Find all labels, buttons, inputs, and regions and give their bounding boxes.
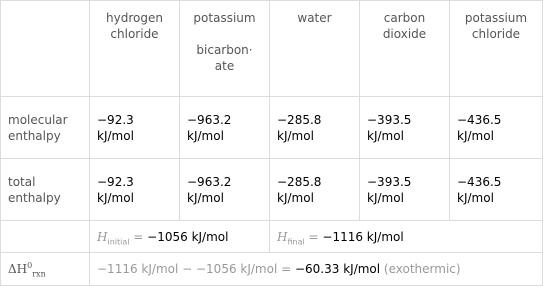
header-water: [270, 1, 360, 97]
value-cell: −92.3 kJ/mol: [90, 97, 180, 159]
value-cell: −436.5 kJ/mol: [450, 159, 543, 221]
delta-h-symbol: ΔH: [8, 262, 28, 276]
row-label-text: enthalpy: [8, 190, 61, 205]
header-row: [1, 1, 543, 97]
final-enthalpy-cell: [270, 221, 543, 253]
final-value: −1116 kJ/mol: [322, 229, 404, 244]
delta-h-subscript: rxn: [32, 269, 46, 279]
header-text: carbon: [383, 11, 426, 25]
header-text: chloride: [110, 27, 159, 41]
initial-subscript: initial: [107, 236, 130, 246]
initial-enthalpy-cell: [90, 221, 270, 253]
value-cell: −963.2 kJ/mol: [180, 97, 270, 159]
final-equals: =: [304, 229, 323, 244]
header-text: dioxide: [382, 27, 427, 41]
molecular-enthalpy-row: [1, 97, 543, 159]
reaction-enthalpy-cell: [90, 253, 543, 286]
header-text: hydrogen: [106, 11, 163, 25]
value-cell: −393.5 kJ/mol: [360, 97, 450, 159]
reaction-result: −60.33 kJ/mol: [294, 262, 381, 276]
reaction-enthalpy-row: [1, 253, 543, 286]
total-enthalpy-row: [1, 159, 543, 221]
row-label-text: total: [8, 174, 36, 189]
row-label-total-enthalpy: [1, 159, 90, 221]
value-cell: −393.5 kJ/mol: [360, 159, 450, 221]
header-text: bicarbon·: [196, 43, 253, 57]
header-text: ate: [214, 59, 235, 73]
value-cell: −436.5 kJ/mol: [450, 97, 543, 159]
header-hydrogen-chloride: [90, 1, 180, 97]
reaction-note: (exothermic): [380, 262, 461, 276]
row-label-molecular-enthalpy: [1, 97, 90, 159]
delta-h-superscript: 0: [27, 261, 33, 270]
row-label-text: molecular: [8, 112, 68, 127]
value-cell: −963.2 kJ/mol: [180, 159, 270, 221]
corner-cell: [1, 1, 90, 97]
final-subscript: final: [287, 236, 305, 246]
value-cell: −285.8 kJ/mol: [270, 97, 360, 159]
row-label-text: enthalpy: [8, 128, 61, 143]
header-text: water: [297, 11, 332, 25]
final-symbol: H: [277, 229, 288, 244]
header-text: chloride: [471, 27, 521, 41]
header-text: potassium: [464, 11, 528, 25]
reaction-expression: −1116 kJ/mol − −1056 kJ/mol =: [97, 262, 295, 276]
value-cell: −285.8 kJ/mol: [270, 159, 360, 221]
header-potassium-chloride: [450, 1, 543, 97]
initial-value: −1056 kJ/mol: [147, 229, 229, 244]
value-cell: −92.3 kJ/mol: [90, 159, 180, 221]
header-text: potassium: [193, 11, 256, 25]
empty-label-cell: [1, 221, 90, 253]
initial-symbol: H: [97, 229, 108, 244]
initial-final-row: [1, 221, 543, 253]
header-carbon-dioxide: [360, 1, 450, 97]
header-potassium-bicarbonate: [180, 1, 270, 97]
row-label-reaction-enthalpy: [1, 253, 90, 286]
initial-equals: =: [129, 229, 148, 244]
